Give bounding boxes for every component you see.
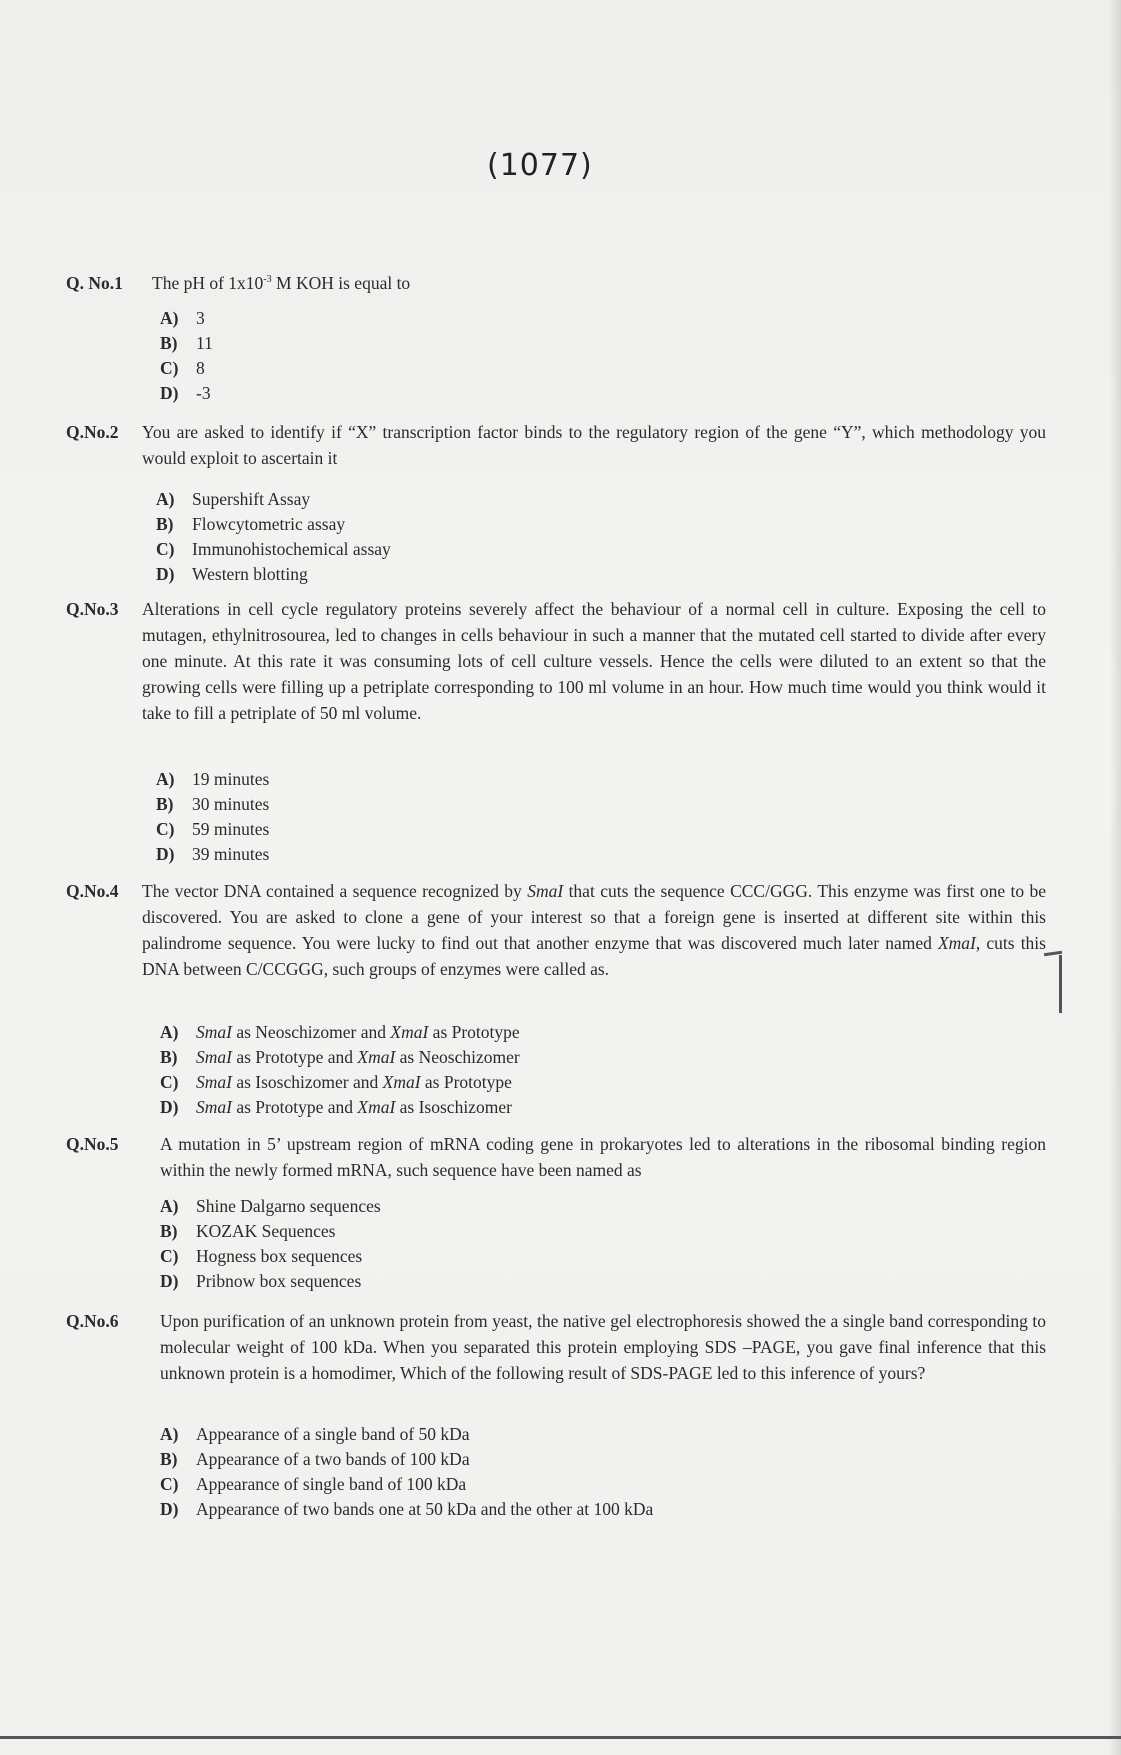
option-a: A) Shine Dalgarno sequences [160, 1196, 381, 1216]
option-d: D) Appearance of two bands one at 50 kDa and the other at 100 kDa [160, 1499, 654, 1519]
question-1-options [160, 306, 213, 406]
question-number: Q.No.6 [66, 1311, 119, 1331]
question-number: Q.No.4 [66, 881, 119, 901]
question-3 [66, 596, 1046, 726]
question-5 [66, 1131, 1046, 1183]
option-d: D) Pribnow box sequences [160, 1271, 362, 1291]
margin-mark [1059, 955, 1062, 1013]
option-c: C) 8 [160, 358, 205, 378]
page-bottom-rule [0, 1736, 1121, 1739]
question-5-options [160, 1194, 381, 1294]
question-number: Q.No.3 [66, 599, 119, 619]
question-3-options [156, 767, 269, 867]
option-c: C) 59 minutes [156, 819, 270, 839]
option-b: B) 11 [160, 333, 213, 353]
option-d: D) 39 minutes [156, 844, 270, 864]
question-6 [66, 1308, 1046, 1386]
option-b: B) 30 minutes [156, 794, 270, 814]
option-d: D) Western blotting [156, 564, 308, 584]
enzyme-name: XmaI [937, 933, 976, 953]
question-text: You are asked to identify if “X” transcription factor binds to the regulatory region of the gene “Y”, which methodology you would exploit to ascertain it [142, 422, 1046, 468]
option-c: C) Immunohistochemical assay [156, 539, 391, 559]
option-b: B) SmaI as Prototype and XmaI as Neoschizomer [160, 1047, 520, 1067]
question-2 [66, 419, 1046, 471]
option-a: A) 19 minutes [156, 769, 270, 789]
option-d: D) -3 [160, 383, 211, 403]
page-edge-shadow [1109, 0, 1121, 1755]
question-6-options [160, 1422, 653, 1522]
question-2-options [156, 487, 391, 587]
question-4-options [160, 1020, 520, 1120]
question-number: Q.No.2 [66, 422, 119, 442]
option-a: A) SmaI as Neoschizomer and XmaI as Prototype [160, 1022, 520, 1042]
option-b: B) Flowcytometric assay [156, 514, 346, 534]
option-a: A) Supershift Assay [156, 489, 311, 509]
question-number: Q. No.1 [66, 273, 123, 293]
option-b: B) KOZAK Sequences [160, 1221, 336, 1241]
option-d: D) SmaI as Prototype and XmaI as Isoschizomer [160, 1097, 512, 1117]
page-code: (1077) [487, 148, 593, 183]
option-a: A) Appearance of a single band of 50 kDa [160, 1424, 470, 1444]
option-c: C) Appearance of single band of 100 kDa [160, 1474, 467, 1494]
option-c: C) Hogness box sequences [160, 1246, 363, 1266]
question-4 [66, 878, 1046, 982]
option-a: A) 3 [160, 308, 205, 328]
question-number: Q.No.5 [66, 1134, 119, 1154]
option-b: B) Appearance of a two bands of 100 kDa [160, 1449, 470, 1469]
option-c: C) SmaI as Isoschizomer and XmaI as Prototype [160, 1072, 512, 1092]
question-text: Upon purification of an unknown protein from yeast, the native gel electrophoresis showed the a single band corresponding to molecular weight of 100 kDa. When you separated this protein employing SDS –PAGE, you gave final inference that this unknown protein is a homodimer, Which of the following result of SDS-PAGE led to this inference of yours? [160, 1311, 1046, 1383]
question-text: Alterations in cell cycle regulatory proteins severely affect the behaviour of a normal cell in culture. Exposing the cell to mutagen, ethylnitrosourea, led to changes in cells behaviour in such a manner that the mutated cell started to divide after every one minute. At this rate it was consuming lots of cell culture vessels. Hence the cells were diluted to an extent so that the growing cells were filling up a petriplate corresponding to 100 ml volume in an hour. How much time would you think would it take to fill a petriplate of 50 ml volume. [142, 599, 1046, 723]
question-1 [66, 270, 1046, 296]
question-text: The vector DNA contained a sequence recognized by SmaI that cuts the sequence CCC/GGG. This enzyme was first one to be discovered. You are asked to clone a gene of your interest so that a foreign gene is inserted at different site within this palindrome sequence. You were lucky to find out that another enzyme that was discovered much later named XmaI, cuts this DNA between C/CCGGG, such groups of enzymes were called as. [142, 881, 1046, 979]
question-text: A mutation in 5’ upstream region of mRNA coding gene in prokaryotes led to alterations in the ribosomal binding region within the newly formed mRNA, such sequence have been named as [160, 1134, 1046, 1180]
question-text: The pH of $1x10^{-3}$ M KOH is equal to [152, 273, 411, 293]
enzyme-name: SmaI [527, 881, 564, 901]
